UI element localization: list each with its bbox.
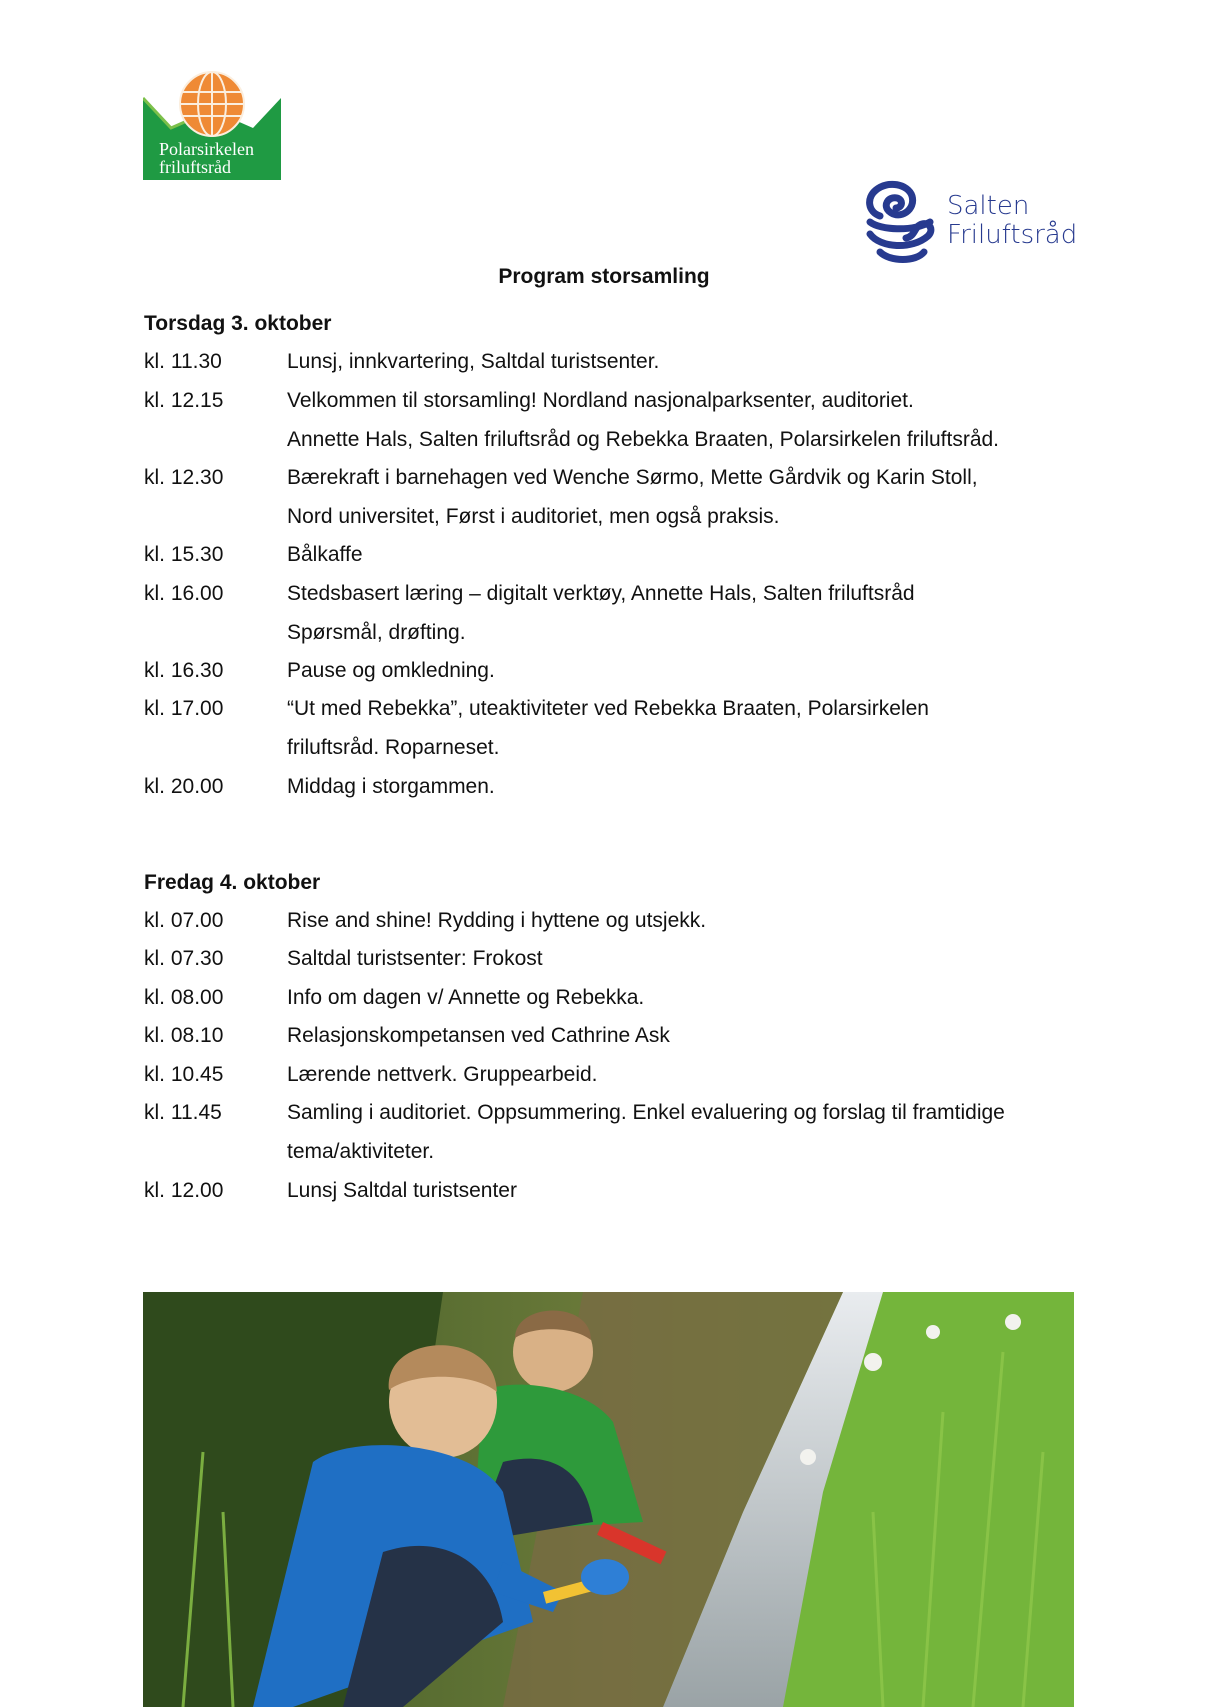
item-text: Samling i auditoriet. Oppsummering. Enkel evaluering og forslag til framtidige xyxy=(287,1101,1005,1124)
item-time: kl. 17.00 xyxy=(144,697,224,720)
item-time: kl. 11.45 xyxy=(144,1101,222,1124)
page-title: Program storsamling xyxy=(498,265,710,288)
item-time: kl. 16.00 xyxy=(144,582,224,605)
item-text: Bærekraft i barnehagen ved Wenche Sørmo, Mette Gårdvik og Karin Stoll, xyxy=(287,466,978,489)
item-text: Spørsmål, drøfting. xyxy=(287,620,466,644)
polarsirkelen-logo-line2: friluftsråd xyxy=(159,157,231,177)
day-heading: Fredag 4. oktober xyxy=(144,871,321,894)
item-time: kl. 07.30 xyxy=(144,947,224,970)
salten-logo-line1: Salten xyxy=(947,191,1030,221)
item-time: kl. 08.00 xyxy=(144,986,224,1009)
item-text: “Ut med Rebekka”, uteaktiviteter ved Rebekka Braaten, Polarsirkelen xyxy=(287,697,929,720)
item-text: Info om dagen v/ Annette og Rebekka. xyxy=(287,986,645,1009)
item-text: Relasjonskompetansen ved Cathrine Ask xyxy=(287,1024,670,1047)
item-time: kl. 12.30 xyxy=(144,466,224,489)
item-text: friluftsråd. Roparneset. xyxy=(287,735,500,759)
item-time: kl. 07.00 xyxy=(144,909,224,932)
item-text: Saltdal turistsenter: Frokost xyxy=(287,947,543,970)
item-time: kl. 15.30 xyxy=(144,543,224,566)
item-text: tema/aktiviteter. xyxy=(287,1139,435,1163)
item-time: kl. 12.15 xyxy=(144,389,224,412)
item-text: Rise and shine! Rydding i hyttene og utsjekk. xyxy=(287,909,707,932)
item-time: kl. 12.00 xyxy=(144,1179,224,1202)
spiral-icon xyxy=(850,178,942,268)
item-text: Pause og omkledning. xyxy=(287,659,495,682)
item-text: Lunsj, innkvartering, Saltdal turistsenter. xyxy=(287,350,660,373)
item-text: Bålkaffe xyxy=(287,543,363,566)
item-text: Annette Hals, Salten friluftsråd og Rebekka Braaten, Polarsirkelen friluftsråd. xyxy=(287,427,1000,451)
polarsirkelen-logo-line1: Polarsirkelen xyxy=(159,139,254,159)
item-text: Stedsbasert læring – digitalt verktøy, Annette Hals, Salten friluftsråd xyxy=(287,582,915,605)
item-time: kl. 20.00 xyxy=(144,775,224,798)
item-text: Nord universitet, Først i auditoriet, men også praksis. xyxy=(287,504,780,528)
item-time: kl. 10.45 xyxy=(144,1063,224,1086)
polarsirkelen-logo xyxy=(143,70,281,180)
item-text: Lunsj Saltdal turistsenter xyxy=(287,1179,517,1202)
item-time: kl. 16.30 xyxy=(144,659,224,682)
item-text: Velkommen til storsamling! Nordland nasjonalparksenter, auditoriet. xyxy=(287,389,914,412)
item-text: Lærende nettverk. Gruppearbeid. xyxy=(287,1063,598,1086)
salten-logo-text xyxy=(947,192,1077,250)
item-text: Middag i storgammen. xyxy=(287,775,495,798)
day-heading: Torsdag 3. oktober xyxy=(144,312,332,335)
salten-logo-line2: Friluftsråd xyxy=(947,220,1078,250)
item-time: kl. 11.30 xyxy=(144,350,222,373)
children-stream-photo xyxy=(143,1292,1074,1707)
salten-logo xyxy=(850,178,1078,268)
item-time: kl. 08.10 xyxy=(144,1024,224,1047)
